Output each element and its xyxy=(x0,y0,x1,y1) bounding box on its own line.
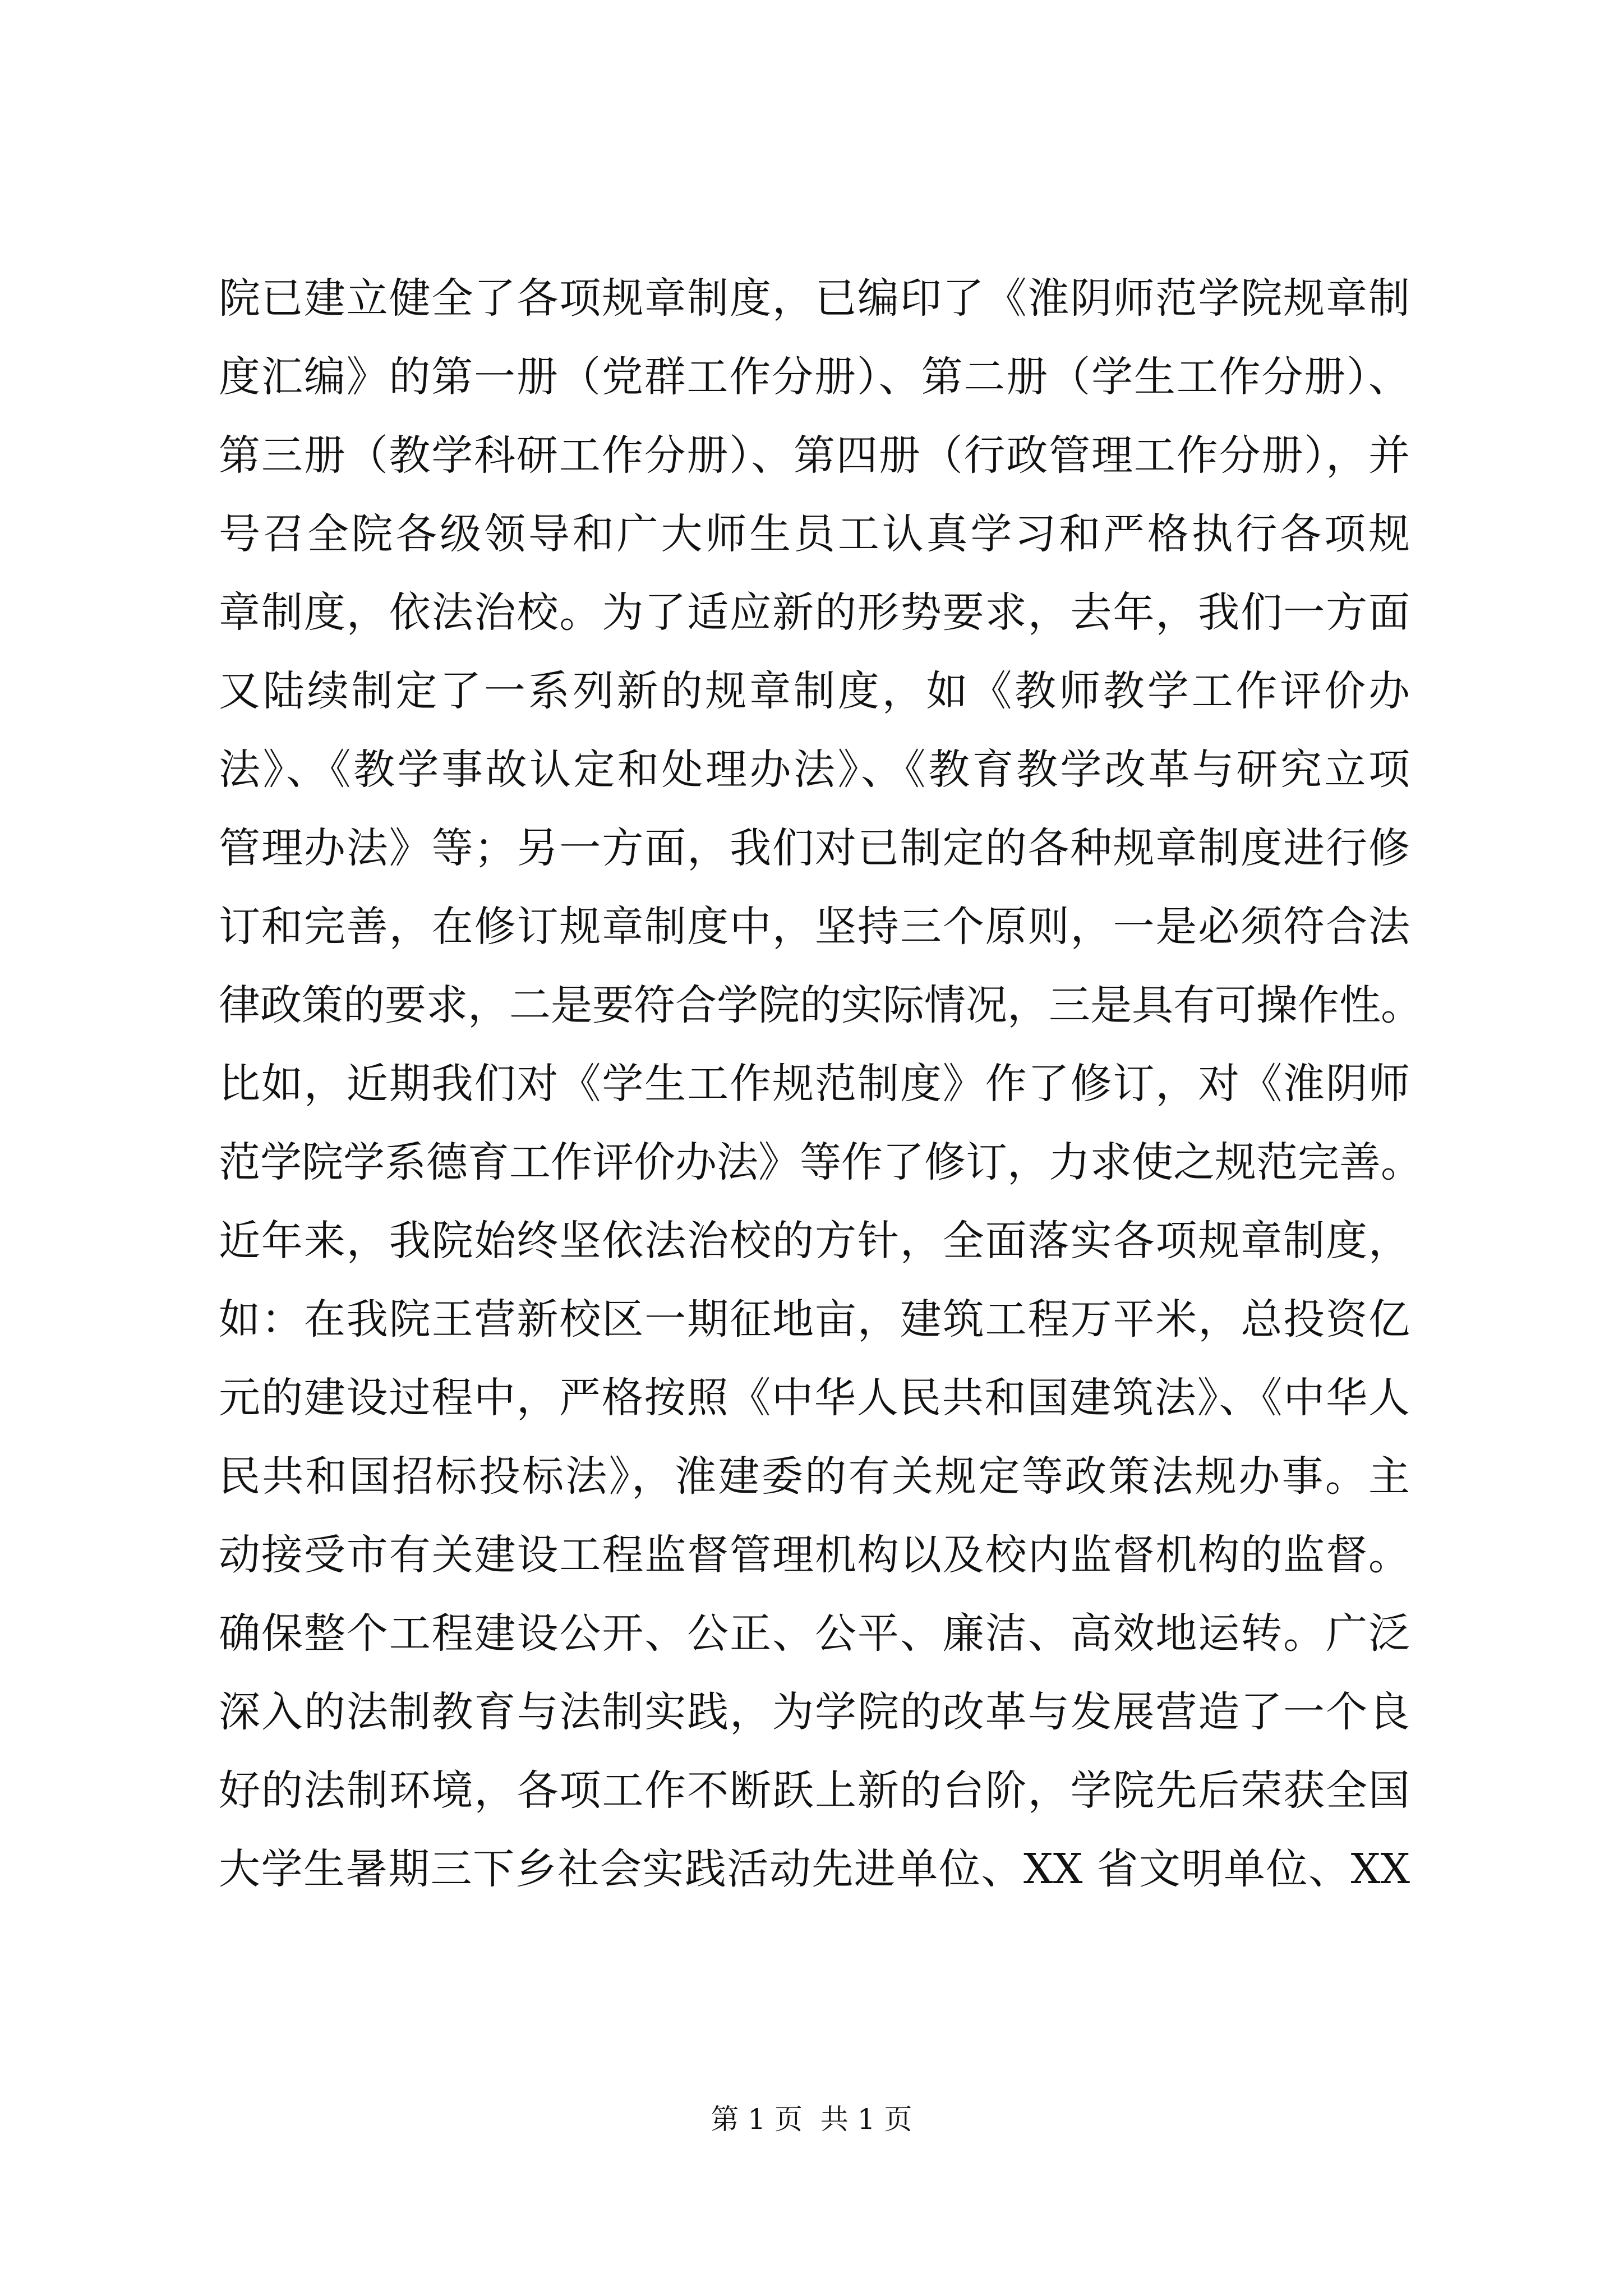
text-line: 律政策的要求，二是要符合学院的实际情况，三是具有可操作性。 xyxy=(219,981,1422,1029)
text-line: 近年来，我院始终坚依法治校的方针，全面落实各项规章制度， xyxy=(219,1217,1410,1265)
text-line: 好的法制环境，各项工作不断跃上新的台阶，学院先后荣获全国 xyxy=(219,1766,1410,1815)
text-line: 范学院学系德育工作评价办法》等作了修订，力求使之规范完善。 xyxy=(219,1138,1422,1186)
text-line: 大学生暑期三下乡社会实践活动先进单位、XX 省文明单位、XX xyxy=(219,1845,1410,1893)
text-line: 号召全院各级领导和广大师生员工认真学习和严格执行各项规 xyxy=(219,510,1410,558)
text-line: 比如，近期我们对《学生工作规范制度》作了修订，对《淮阴师 xyxy=(219,1060,1410,1108)
text-line: 院已建立健全了各项规章制度，已编印了《淮阴师范学院规章制 xyxy=(219,274,1410,323)
text-line: 确保整个工程建设公开、公正、公平、廉洁、高效地运转。广泛 xyxy=(219,1609,1410,1658)
body-paragraph xyxy=(219,259,1422,1908)
text-line: 如：在我院王营新校区一期征地亩，建筑工程万平米，总投资亿 xyxy=(219,1295,1410,1343)
text-line: 民共和国招标投标法》，淮建委的有关规定等政策法规办事。主 xyxy=(219,1452,1410,1501)
page-number-footer: 第 1 页 共 1 页 xyxy=(711,2103,912,2136)
text-line: 动接受市有关建设工程监督管理机构以及校内监督机构的监督。 xyxy=(219,1531,1410,1579)
text-line: 深入的法制教育与法制实践，为学院的改革与发展营造了一个良 xyxy=(219,1688,1410,1736)
text-line: 章制度，依法治校。为了适应新的形势要求，去年，我们一方面 xyxy=(219,588,1410,637)
text-line: 订和完善，在修订规章制度中，坚持三个原则，一是必须符合法 xyxy=(219,903,1410,951)
text-line: 法》、《教学事故认定和处理办法》、《教育教学改革与研究立项 xyxy=(219,746,1410,794)
text-line: 第三册（教学科研工作分册）、第四册（行政管理工作分册），并 xyxy=(219,431,1410,480)
text-line: 元的建设过程中，严格按照《中华人民共和国建筑法》、《中华人 xyxy=(219,1374,1410,1422)
text-line: 管理办法》等；另一方面，我们对已制定的各种规章制度进行修 xyxy=(219,824,1410,872)
text-line: 度汇编》的第一册（党群工作分册）、第二册（学生工作分册）、 xyxy=(219,353,1410,401)
text-line: 又陆续制定了一系列新的规章制度，如《教师教学工作评价办 xyxy=(219,667,1410,715)
